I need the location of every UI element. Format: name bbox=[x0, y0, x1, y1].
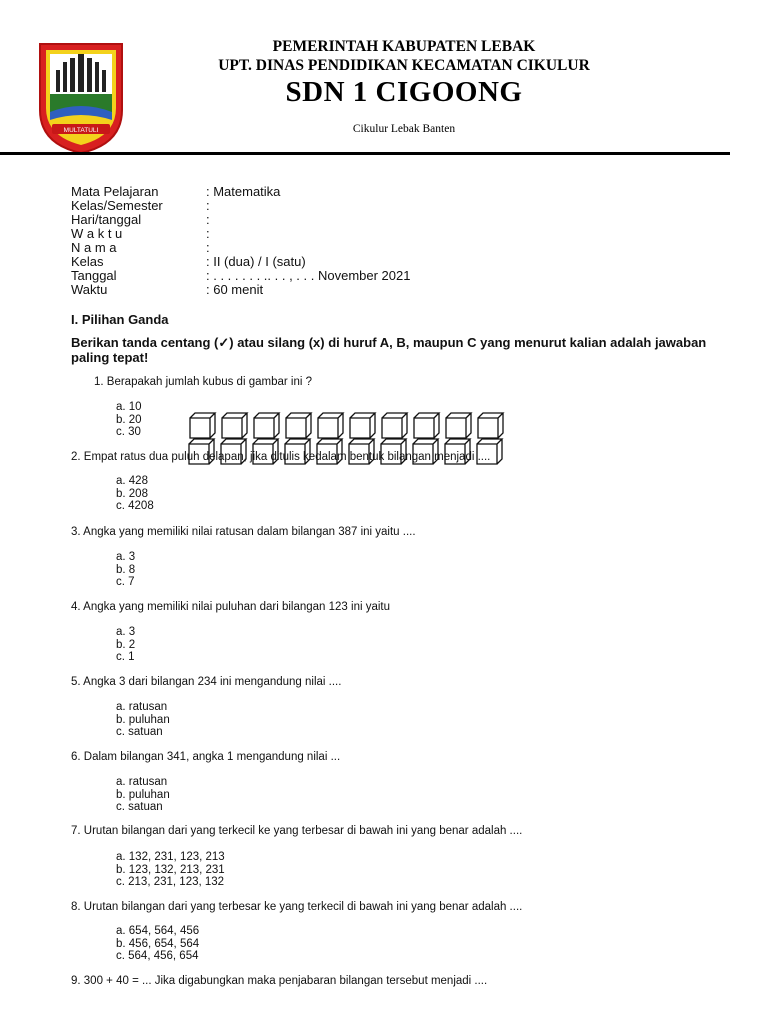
logo-ribbon-text: MULTATULI bbox=[63, 127, 99, 134]
cube-icon bbox=[318, 413, 343, 438]
cube-icon bbox=[254, 413, 279, 438]
school-address: Cikulur Lebak Banten bbox=[352, 123, 456, 135]
cube-icon bbox=[222, 413, 247, 438]
option-a: a. 132, 231, 123, 213 bbox=[116, 851, 225, 863]
option-c: c. 213, 231, 123, 132 bbox=[116, 876, 225, 889]
option-b: b. 2 bbox=[116, 638, 136, 651]
option-c: c. 1 bbox=[116, 651, 135, 664]
option-b: b. 8 bbox=[116, 563, 136, 576]
question-text: 7. Urutan bilangan dari yang terkecil ke yang terbesar di bawah ini yang benar adalah .... bbox=[71, 825, 523, 837]
question-text: 9. 300 + 40 = ... Jika digabungkan maka penjabaran bilangan tersebut menjadi .... bbox=[71, 975, 488, 987]
cube-icon bbox=[190, 413, 215, 438]
identity-label: Hari/tanggal bbox=[71, 212, 142, 227]
section-title: I. Pilihan Ganda bbox=[71, 312, 169, 327]
option-a: a. 10 bbox=[116, 401, 142, 413]
option-a: a. 654, 564, 456 bbox=[116, 925, 200, 937]
identity-value: : bbox=[206, 212, 210, 227]
answer-options bbox=[116, 551, 135, 589]
option-a: a. ratusan bbox=[116, 776, 168, 788]
question-text: 4. Angka yang memiliki nilai puluhan dari bilangan 123 ini yaitu bbox=[71, 601, 391, 613]
cube-icon bbox=[286, 413, 311, 438]
identity-label: Tanggal bbox=[71, 268, 117, 283]
instruction-text: Berikan tanda centang (✓) atau silang (x) di huruf A, B, maupun C yang menurut kalian adalah jawaban paling tepat! bbox=[71, 335, 707, 365]
option-b: b. puluhan bbox=[116, 713, 170, 726]
option-a: a. 3 bbox=[116, 551, 136, 563]
identity-value: : bbox=[206, 240, 210, 255]
identity-label: Waktu bbox=[71, 282, 108, 297]
option-a: a. 428 bbox=[116, 475, 148, 487]
answer-options bbox=[116, 701, 170, 739]
header-divider bbox=[0, 152, 730, 155]
option-b: b. 208 bbox=[116, 487, 148, 500]
option-b: b. 123, 132, 213, 231 bbox=[116, 863, 225, 876]
cube-icon bbox=[478, 413, 503, 438]
agency-heading: UPT. DINAS PENDIDIKAN KECAMATAN CIKULUR bbox=[218, 57, 590, 74]
identity-label: N a m a bbox=[71, 240, 117, 255]
cube-icon bbox=[350, 413, 375, 438]
option-c: c. 564, 456, 654 bbox=[116, 950, 199, 963]
option-c: c. 7 bbox=[116, 576, 135, 589]
identity-value: : bbox=[206, 198, 210, 213]
government-heading: PEMERINTAH KABUPATEN LEBAK bbox=[272, 38, 536, 55]
question-text: 8. Urutan bilangan dari yang terbesar ke yang terkecil di bawah ini yang benar adalah .... bbox=[71, 901, 523, 913]
question-text: 6. Dalam bilangan 341, angka 1 mengandung nilai ... bbox=[71, 751, 341, 763]
answer-options bbox=[116, 776, 170, 814]
option-b: b. 456, 654, 564 bbox=[116, 937, 200, 950]
identity-label: Mata Pelajaran bbox=[71, 184, 159, 199]
identity-label: W a k t u bbox=[71, 226, 123, 241]
cube-icon bbox=[382, 413, 407, 438]
question-text: 2. Empat ratus dua puluh delapan, jika ditulis kedalam bentuk bilangan menjadi .... bbox=[71, 451, 491, 463]
question-text: 5. Angka 3 dari bilangan 234 ini mengandung nilai .... bbox=[71, 676, 342, 688]
answer-options bbox=[116, 475, 154, 513]
option-c: c. satuan bbox=[116, 726, 163, 739]
identity-value: : II (dua) / I (satu) bbox=[206, 254, 306, 269]
question-text: 3. Angka yang memiliki nilai ratusan dalam bilangan 387 ini yaitu .... bbox=[71, 526, 416, 538]
cube-icon bbox=[446, 413, 471, 438]
identity-value: : 60 menit bbox=[206, 282, 264, 297]
option-b: b. puluhan bbox=[116, 788, 170, 801]
answer-options bbox=[116, 851, 225, 889]
identity-value: : bbox=[206, 226, 210, 241]
question-text: 1. Berapakah jumlah kubus di gambar ini ? bbox=[94, 376, 312, 388]
identity-value: : . . . . . . . .. . . , . . . November 2021 bbox=[206, 268, 411, 283]
option-c: c. 30 bbox=[116, 426, 141, 439]
option-a: a. 3 bbox=[116, 626, 136, 638]
answer-options bbox=[116, 925, 199, 963]
option-c: c. satuan bbox=[116, 801, 163, 814]
identity-label: Kelas bbox=[71, 254, 104, 269]
option-b: b. 20 bbox=[116, 413, 142, 426]
option-c: c. 4208 bbox=[116, 500, 154, 513]
answer-options bbox=[116, 626, 135, 664]
answer-options bbox=[116, 401, 142, 439]
school-name: SDN 1 CIGOONG bbox=[285, 76, 523, 108]
identity-value: : Matematika bbox=[206, 184, 281, 199]
option-a: a. ratusan bbox=[116, 701, 168, 713]
cube-icon bbox=[414, 413, 439, 438]
identity-label: Kelas/Semester bbox=[71, 198, 163, 213]
